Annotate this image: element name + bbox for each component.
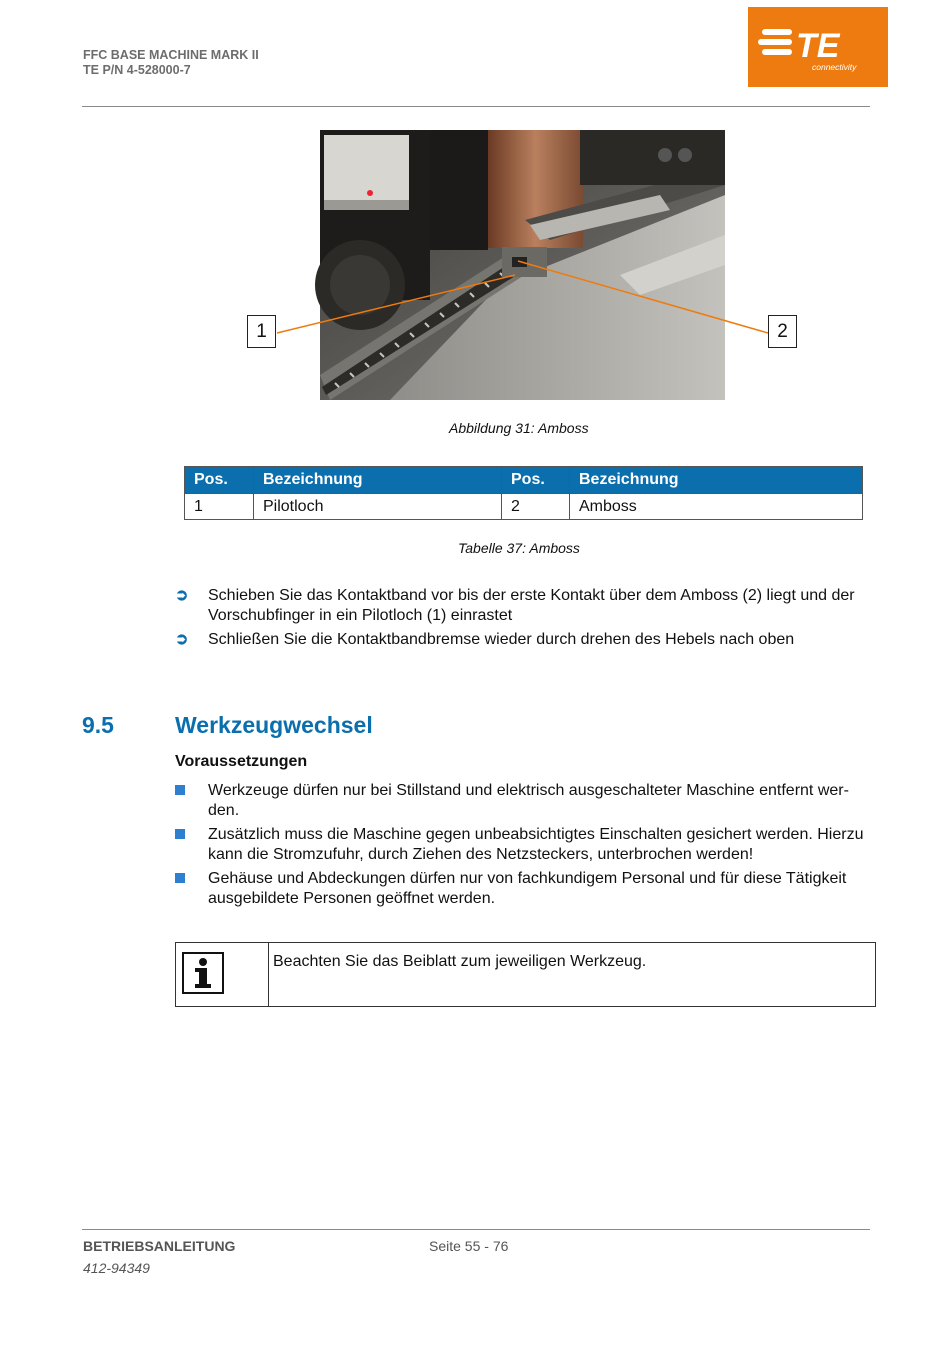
list-item — [175, 630, 875, 650]
table-cell: 1 — [185, 494, 254, 520]
bullet-text: Zusätzlich muss die Maschine gegen unbeabsichtigtes Einschalten gesichert werden. Hierzu kann die Stromzufuhr, durch Ziehen des Netzsteckers, unterbrochen werden! — [208, 826, 864, 863]
footer-divider — [82, 1229, 870, 1230]
document-title: FFC BASE MACHINE MARK II — [83, 48, 259, 62]
footer-doc-number: 412-94349 — [83, 1260, 150, 1276]
table-cell: Pilotloch — [254, 494, 502, 520]
section-title: Werkzeugwechsel — [175, 712, 373, 738]
logo-wordmark: TE — [796, 27, 840, 65]
anvil-photo — [240, 125, 810, 405]
info-icon — [182, 952, 224, 994]
step-text: Schließen Sie die Kontaktbandbremse wieder durch drehen des Hebels nach oben — [208, 631, 795, 648]
position-table — [184, 466, 863, 520]
logo-subtext: connectivity — [812, 62, 857, 72]
table-header-cell: Pos. — [502, 467, 570, 494]
list-item — [175, 781, 867, 820]
page-number: Seite 55 - 76 — [429, 1238, 509, 1254]
note-text: Beachten Sie das Beiblatt zum jeweiligen Werkzeug. — [273, 953, 647, 970]
anvil-figure — [240, 125, 810, 405]
table-cell: 2 — [502, 494, 570, 520]
list-item — [175, 586, 875, 625]
info-note — [175, 942, 876, 1007]
section-number: 9.5 — [82, 712, 114, 738]
document-header — [83, 48, 259, 78]
square-bullet-icon — [175, 829, 185, 839]
table-header-cell: Bezeichnung — [570, 467, 863, 494]
table-header-row — [185, 467, 863, 494]
callout-1: 1 — [247, 315, 276, 348]
step-text: Schieben Sie das Kontaktband vor bis der erste Kontakt über dem Amboss (2) liegt und der Vorschubfinger in ein Pilotloch (1) einrastet — [208, 587, 855, 624]
table-header-cell: Pos. — [185, 467, 254, 494]
bullet-text: Werkzeuge dürfen nur bei Stillstand und elektrisch ausgeschalteter Maschine entfernt wer-den. — [208, 782, 849, 819]
bullet-text: Gehäuse und Abdeckungen dürfen nur von fachkundigem Personal und für diese Tätigkeit ausgebildete Personen geöffnet werden. — [208, 870, 847, 907]
list-item — [175, 869, 867, 908]
note-icon-cell — [176, 943, 269, 1006]
list-item — [175, 825, 867, 864]
table-row — [185, 494, 863, 520]
subheading: Voraussetzungen — [175, 753, 308, 770]
part-number: TE P/N 4-528000-7 — [83, 63, 191, 77]
figure-caption: Abbildung 31: Amboss — [449, 420, 589, 436]
square-bullet-icon — [175, 785, 185, 795]
header-divider — [82, 106, 870, 107]
te-connectivity-logo — [748, 7, 888, 87]
square-bullet-icon — [175, 873, 185, 883]
callout-2: 2 — [768, 315, 797, 348]
table-header-cell: Bezeichnung — [254, 467, 502, 494]
requirements-list — [175, 781, 867, 913]
table-caption: Tabelle 37: Amboss — [458, 540, 580, 556]
instruction-steps — [175, 586, 875, 655]
arrow-bullet-icon: ➲ — [175, 587, 189, 604]
arrow-bullet-icon: ➲ — [175, 631, 189, 648]
table-cell: Amboss — [570, 494, 863, 520]
footer-manual-label: BETRIEBSANLEITUNG — [83, 1238, 236, 1254]
